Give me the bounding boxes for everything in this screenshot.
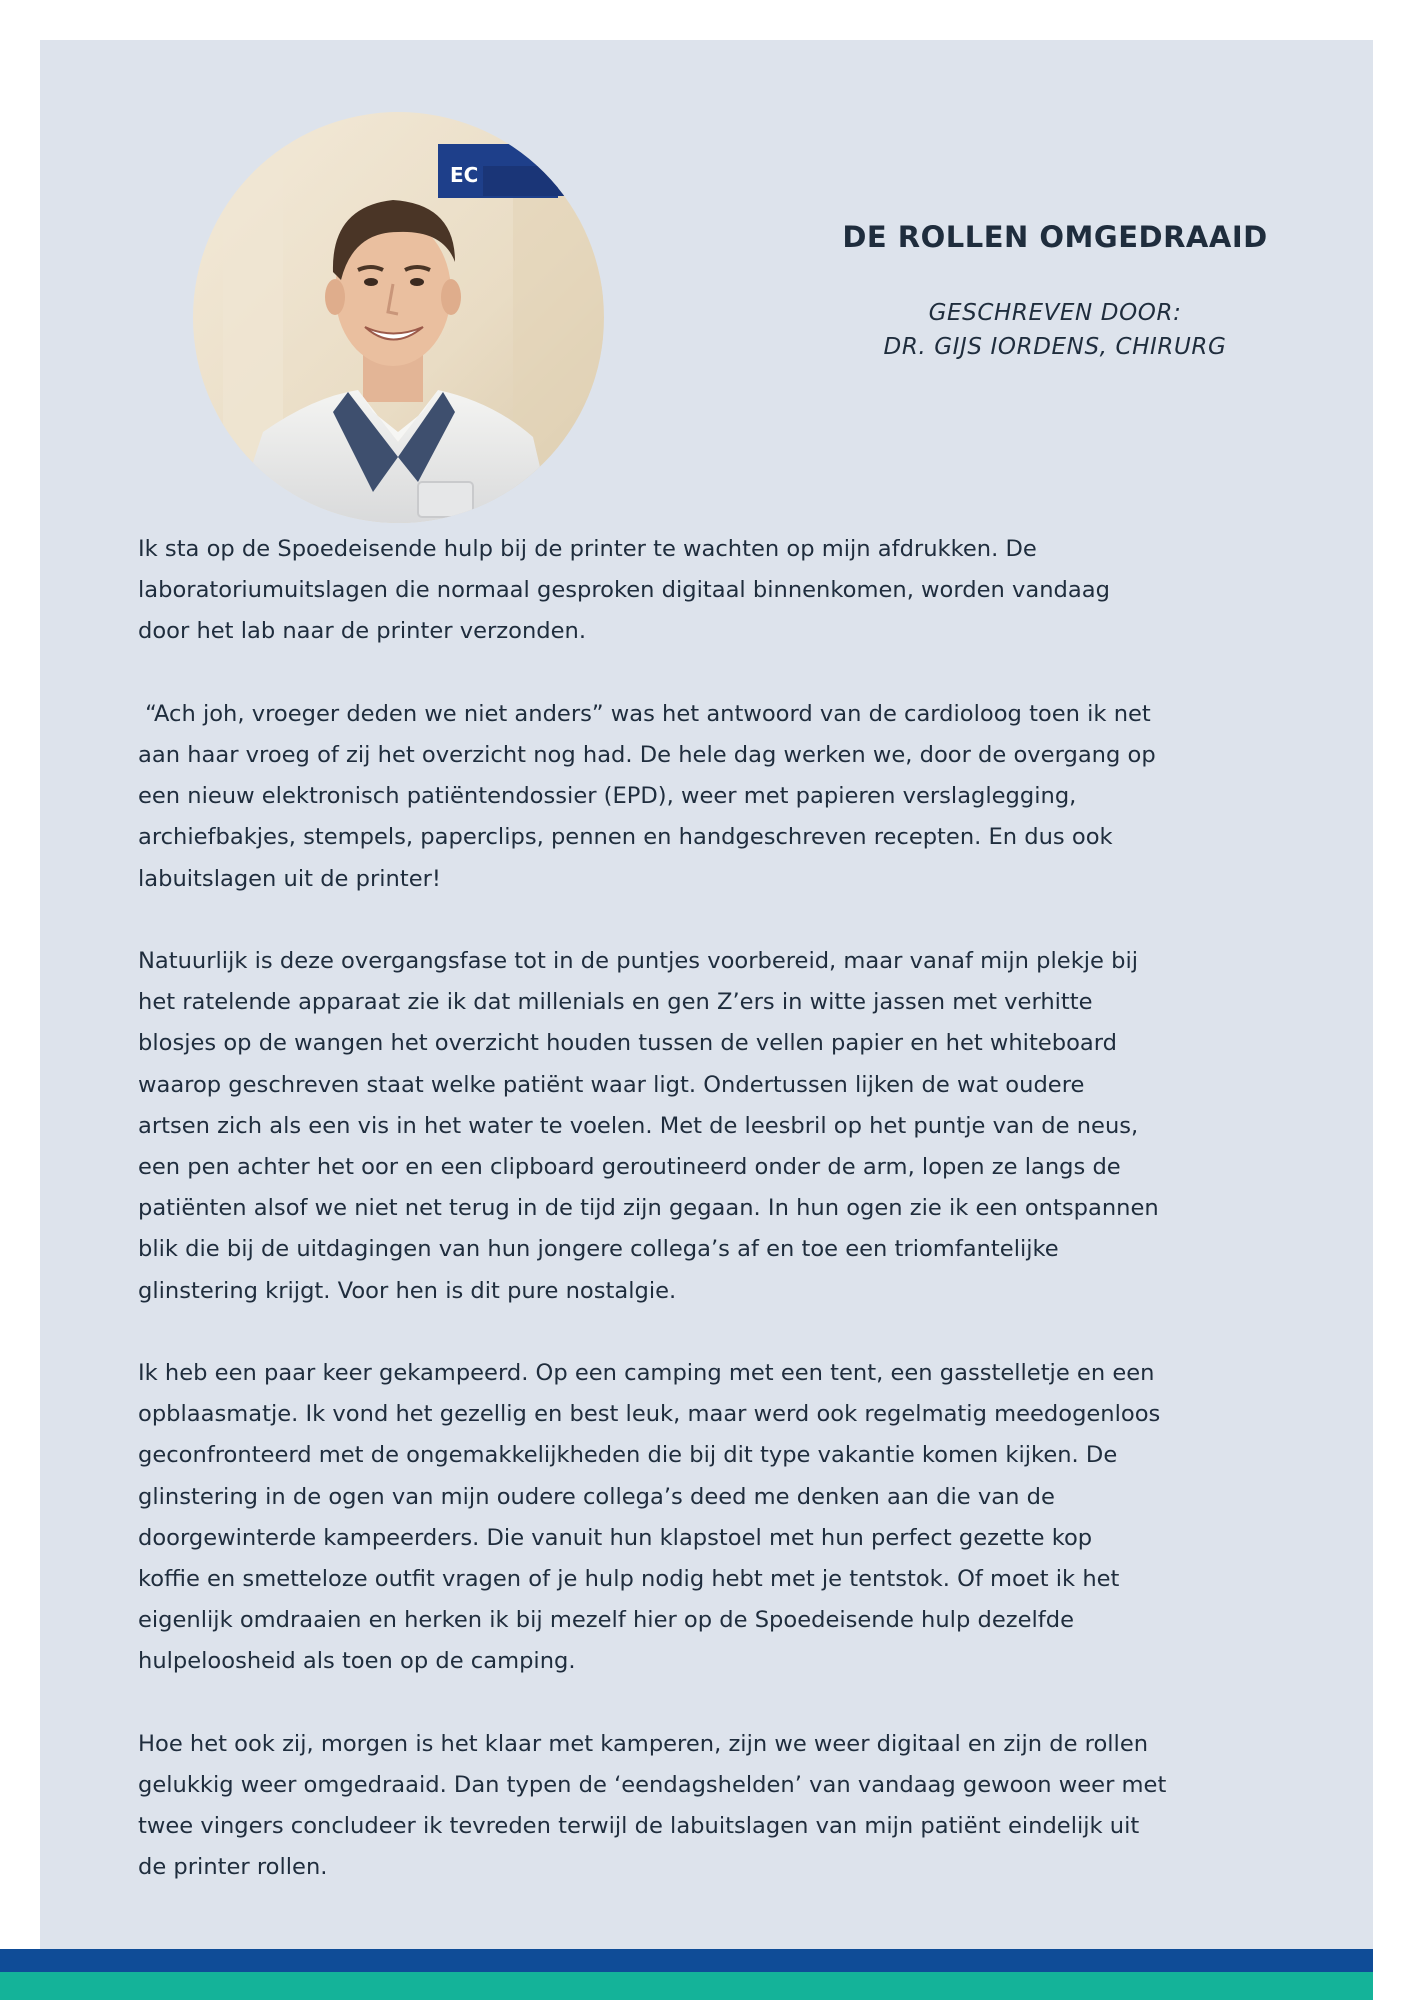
text-line: door het lab naar de printer verzonden. [138,618,587,645]
text-line: laboratoriumuitslagen die normaal gesproken digitaal binnenkomen, worden vandaag [138,577,1110,604]
article-paragraph [138,694,1298,900]
article-paragraph [138,941,1298,1312]
text-line: artsen zich als een vis in het water te voelen. Met de leesbril op het puntje van de neus, [138,1112,1139,1139]
text-line: glinstering krijgt. Voor hen is dit pure nostalgie. [138,1277,677,1304]
text-line: archiefbakjes, stempels, paperclips, pennen en handgeschreven recepten. En dus ook [138,824,1113,851]
text-line: Ik heb een paar keer gekampeerd. Op een camping met een tent, een gasstelletje en een [138,1360,1155,1387]
text-line: doorgewinterde kampeerders. Die vanuit hun klapstoel met hun perfect gezette kop [138,1524,1093,1551]
text-line: glinstering in de ogen van mijn oudere collega’s deed me denken aan die van de [138,1483,1055,1510]
text-line: Ik sta op de Spoedeisende hulp bij de printer te wachten op mijn afdrukken. De [138,536,1037,562]
article-body [138,529,1298,1930]
text-line: twee vingers concludeer ik tevreden terwijl de labuitslagen van mijn patiënt eindelijk uit [138,1813,1140,1840]
author-byline [800,296,1310,364]
text-line: koffie en smetteloze outfit vragen of je hulp nodig hebt met je tentstok. Of moet ik het [138,1566,1120,1593]
byline-author: DR. GIJS IORDENS, CHIRURG [883,334,1227,360]
text-line: opblaasmatje. Ik vond het gezellig en best leuk, maar werd ook regelmatig meedogenloos [138,1401,1161,1428]
text-line: blosjes op de wangen het overzicht houden tussen de vellen papier en het whiteboard [138,1030,1117,1057]
text-line: geconfronteerd met de ongemakkelijkheden die bij dit type vakantie komen kijken. De [138,1442,1118,1469]
text-line: de printer rollen. [138,1854,328,1881]
text-line: “Ach joh, vroeger deden we niet anders” was het antwoord van de cardioloog toen ik net [138,700,1151,727]
text-line: Natuurlijk is deze overgangsfase tot in de puntjes voorbereid, maar vanaf mijn plekje bij [138,948,1139,974]
text-line: labuitslagen uit de printer! [138,865,441,892]
article-paragraph [138,1724,1298,1889]
text-line: gelukkig weer omgedraaid. Dan typen de ‘eendagshelden’ van vandaag gewoon weer met [138,1772,1167,1799]
text-line: Hoe het ook zij, morgen is het klaar met kamperen, zijn we weer digitaal en zijn de rollen [138,1730,1149,1757]
text-line: hulpeloosheid als toen op de camping. [138,1648,576,1675]
text-line: eigenlijk omdraaien en herken ik bij mezelf hier op de Spoedeisende hulp dezelfde [138,1607,1074,1634]
article-header [800,220,1310,364]
text-line: het ratelende apparaat zie ik dat millenials en gen Z’ers in witte jassen met verhitte [138,989,1093,1016]
article-title: DE ROLLEN OMGEDRAAID [842,220,1268,254]
byline-label: GESCHREVEN DOOR: [928,300,1182,326]
article-paragraph [138,529,1298,653]
author-portrait-photo [193,112,604,523]
article-paragraph [138,1353,1298,1683]
footer-stripe-blue [0,1949,1373,1972]
text-line: een nieuw elektronisch patiëntendossier (EPD), weer met papieren verslaglegging, [138,783,1077,810]
text-line: patiënten alsof we niet net terug in de tijd zijn gegaan. In hun ogen zie ik een ontspannen [138,1195,1159,1222]
footer-stripe-teal [0,1972,1373,2000]
text-line: waarop geschreven staat welke patiënt waar ligt. Ondertussen lijken de wat oudere [138,1071,1085,1098]
text-line: een pen achter het oor en een clipboard geroutineerd onder de arm, lopen ze langs de [138,1154,1121,1181]
text-line: aan haar vroeg of zij het overzicht nog had. De hele dag werken we, door de overgang op [138,742,1156,768]
text-line: blik die bij de uitdagingen van hun jongere collega’s af en toe een triomfantelijke [138,1236,1059,1263]
sign-text: EC [450,163,479,187]
